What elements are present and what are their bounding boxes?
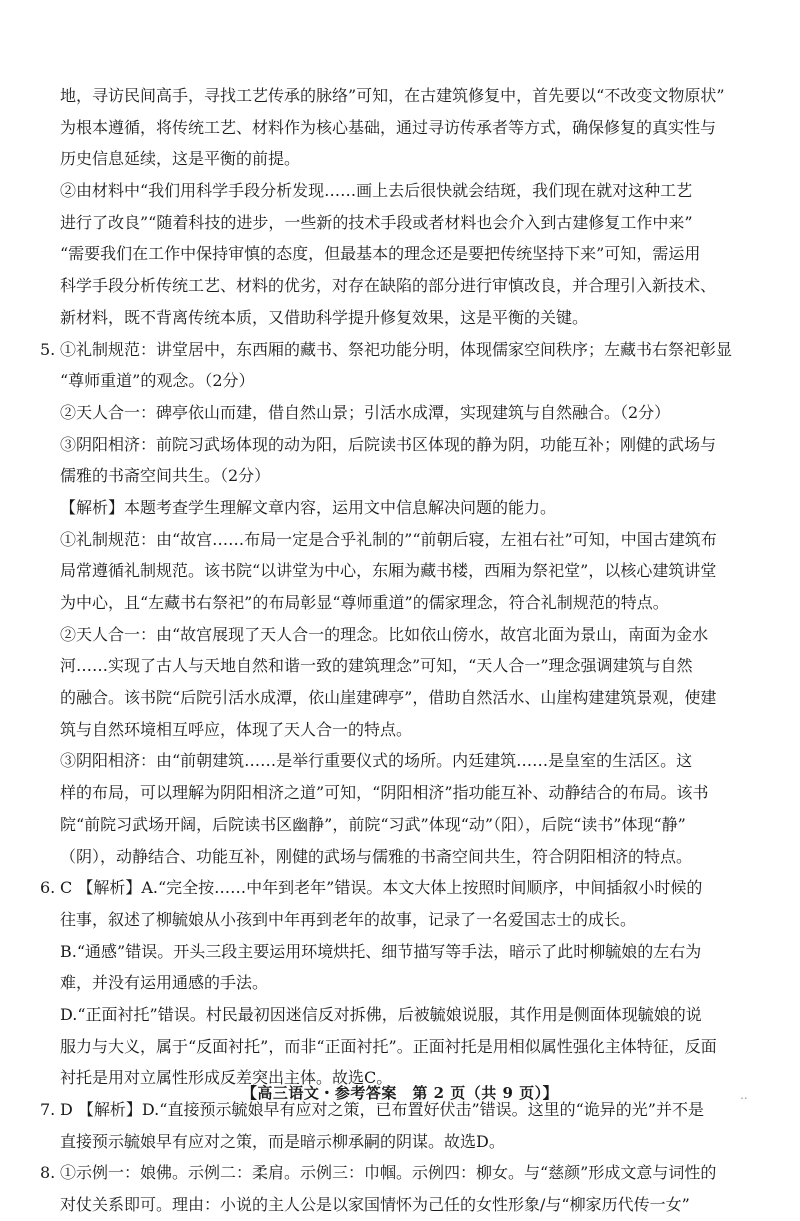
line-text: “需要我们在工作中保持审慎的态度，但最基本的理念还是要把传统坚持下来”可知，需运用 — [60, 244, 701, 264]
question-number: 8. — [40, 1163, 56, 1183]
line-text: 局常遵循礼制规范。该书院“以讲堂为中心，东厢为藏书楼，西厢为祭祀堂”，以核心建筑讲堂 — [60, 561, 717, 581]
line-text: 历史信息延续，这是平衡的前提。 — [60, 149, 301, 169]
text-line — [60, 175, 736, 207]
text-line — [40, 334, 736, 366]
text-line — [60, 1126, 736, 1158]
line-text: C 【解析】A.“完全按……中年到老年”错误。本文大体上按照时间顺序，中间插叙小时候的 — [60, 878, 703, 898]
line-text: 衬托是用对立属性形成反差突出主体。故选C。 — [60, 1068, 393, 1088]
text-line — [60, 365, 736, 397]
text-line — [60, 650, 736, 682]
text-line — [60, 745, 736, 777]
line-text: 样的布局，可以理解为阴阳相济之道”可知，“阴阳相济”指功能互补、动静结合的布局。该书 — [60, 783, 709, 803]
text-line — [60, 555, 736, 587]
text-line — [60, 777, 736, 809]
line-text: 往事，叙述了柳毓娘从小孩到中年再到老年的故事，记录了一名爱国志士的成长。 — [60, 909, 637, 929]
line-text: （阴），动静结合、功能互补，刚健的武场与儒雅的书斋空间共生，符合阴阳相济的特点。 — [60, 846, 693, 866]
line-text: ②由材料中“我们用科学手段分析发现……画上去后很快就会结斑，我们现在就对这种工艺 — [60, 181, 693, 201]
text-line — [60, 1189, 736, 1221]
line-text: 【解析】本题考查学生理解文章内容，运用文中信息解决问题的能力。 — [60, 497, 557, 517]
text-line — [60, 112, 736, 144]
answer-key-body — [40, 80, 736, 1221]
line-text: 新材料，既不背离传统本质，又借助科学提升修复效果，这是平衡的关键。 — [60, 307, 589, 327]
line-text: 服力与大义，属于“反面衬托”，而非“正面衬托”。正面衬托是用相似属性强化主体特征，反面 — [60, 1036, 717, 1056]
line-text: 难，并没有运用通感的手法。 — [60, 973, 269, 993]
line-text: ②天人合一：碑亭依山而建，借自然山景；引活水成潭，实现建筑与自然融合。（2分） — [60, 402, 671, 422]
line-text: D 【解析】D.“直接预示毓娘早有应对之策，已布置好伏击”错误。这里的“诡异的光”并不是 — [60, 1100, 704, 1119]
text-line — [60, 809, 736, 841]
text-line — [60, 397, 736, 429]
text-line — [60, 429, 736, 461]
line-text: 河……实现了古人与天地自然和谐一致的建筑理念”可知，“天人合一”理念强调建筑与自然 — [60, 656, 693, 676]
line-text: 为根本遵循，将传统工艺、材料作为核心基础，通过寻访传承者等方式，确保修复的真实性与 — [60, 117, 717, 137]
line-text: 院“前院习武场开阔，后院读书区幽静”，前院“习武”体现“动”（阳），后院“读书”体现“静” — [60, 814, 686, 834]
line-text: ③阴阳相济：由“前朝建筑……是举行重要仪式的场所。内廷建筑……是皇室的生活区。这 — [60, 751, 693, 771]
text-line — [60, 999, 736, 1031]
line-text: 进行了改良”“随着科技的进步，一些新的技术手段或者材料也会介入到古建修复工作中来” — [60, 212, 693, 232]
line-text: 筑与自然环境相互呼应，体现了天人合一的特点。 — [60, 719, 413, 739]
line-text: ①礼制规范：讲堂居中，东西厢的藏书、祭祀功能分明，体现儒家空间秩序；左藏书右祭祀彰显 — [60, 339, 733, 359]
text-line — [60, 492, 736, 524]
line-text: B.“通感”错误。开头三段主要运用环境烘托、细节描写等手法，暗示了此时柳毓娘的左右为 — [60, 941, 702, 961]
question-number: 5. — [40, 339, 56, 359]
line-text: 直接预示毓娘早有应对之策，而是暗示柳承嗣的阴谋。故选D。 — [60, 1131, 505, 1151]
text-line — [60, 936, 736, 968]
line-text: “尊师重道”的观念。（2分） — [60, 371, 255, 391]
text-line — [40, 1157, 736, 1189]
text-line — [60, 270, 736, 302]
text-line — [60, 619, 736, 651]
line-text: 对仗关系即可。理由：小说的主人公是以家国情怀为己任的女性形象/与“柳家历代传一女” — [60, 1195, 690, 1215]
line-text: ①示例一：娘佛。示例二：柔肩。示例三：巾帼。示例四：柳女。与“慈颜”形成文意与词性的 — [60, 1163, 717, 1183]
line-text: ③阴阳相济：前院习武场体现的动为阳，后院读书区体现的静为阴，功能互补；刚健的武场与 — [60, 434, 717, 454]
text-line — [60, 904, 736, 936]
line-text: 的融合。该书院“后院引活水成潭，依山崖建碑亭”，借助自然活水、山崖构建建筑景观，使建 — [60, 688, 717, 708]
text-line — [60, 302, 736, 334]
line-text: 儒雅的书斋空间共生。（2分） — [60, 466, 271, 486]
line-text: ②天人合一：由“故宫展现了天人合一的理念。比如依山傍水，故宫北面为景山，南面为金水 — [60, 624, 709, 644]
question-number: 7. — [40, 1100, 56, 1119]
page-footer: 【高三语文・参考答案 第 2 页（共 9 页）】 — [241, 1084, 559, 1102]
text-line — [60, 524, 736, 556]
text-line — [60, 238, 736, 270]
question-number: 6. — [40, 878, 56, 898]
text-line — [60, 841, 736, 873]
corner-mark: .. — [740, 1088, 748, 1102]
line-text: D.“正面衬托”错误。村民最初因迷信反对拆佛，后被毓娘说服，其作用是侧面体现毓娘的说 — [60, 1004, 702, 1024]
text-line — [60, 143, 736, 175]
line-text: 地，寻访民间高手，寻找工艺传承的脉络”可知，在古建筑修复中，首先要以“不改变文物原状” — [60, 86, 725, 105]
text-line — [60, 682, 736, 714]
text-line — [40, 872, 736, 904]
text-line — [60, 714, 736, 746]
text-line — [60, 460, 736, 492]
line-text: 科学手段分析传统工艺、材料的优劣，对存在缺陷的部分进行审慎改良，并合理引入新技术、 — [60, 276, 717, 296]
line-text: ①礼制规范：由“故宫……布局一定是合乎礼制的”“前朝后寝，左祖右社”可知，中国古建筑布 — [60, 529, 717, 549]
line-text: 为中心，且“左藏书右祭祀”的布局彰显“尊师重道”的儒家理念，符合礼制规范的特点。 — [60, 593, 669, 612]
text-line — [60, 80, 736, 112]
text-line — [60, 587, 736, 619]
text-line — [60, 1031, 736, 1063]
text-line — [60, 967, 736, 999]
text-line — [60, 207, 736, 239]
